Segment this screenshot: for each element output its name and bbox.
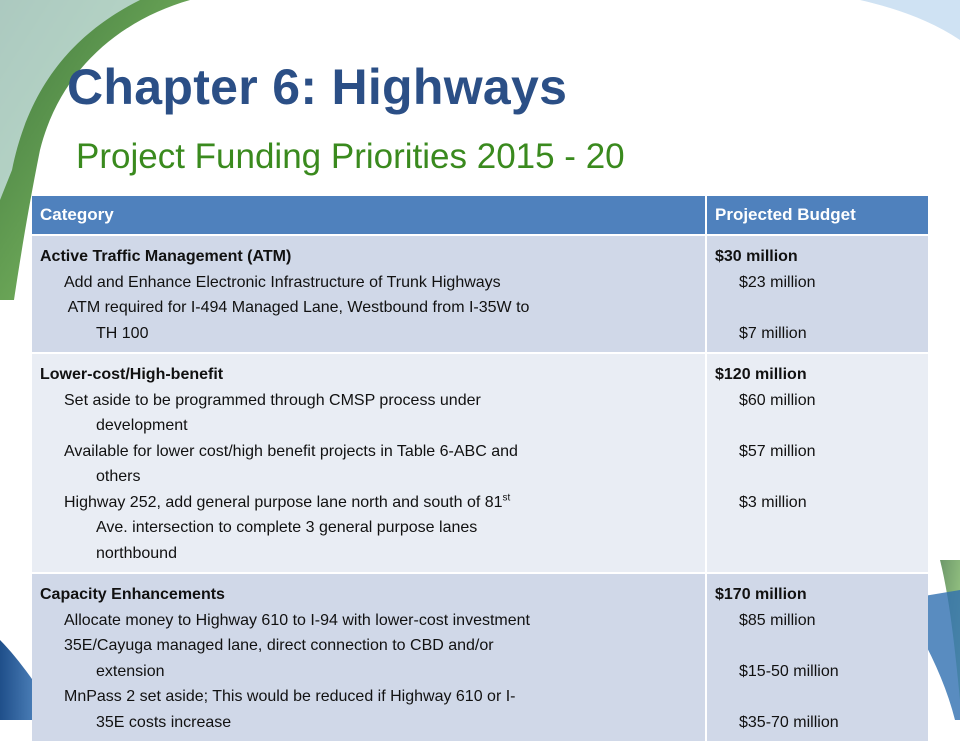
category-item-continued: Ave. intersection to complete 3 general purpose lanes	[96, 519, 478, 536]
budget-item: $23 million	[739, 273, 816, 291]
category-cell	[32, 573, 706, 741]
category-item: MnPass 2 set aside; This would be reduced if Highway 610 or I-	[64, 688, 516, 705]
category-item: Highway 252, add general purpose lane north and south of 81st	[64, 492, 511, 511]
category-item-continued: development	[96, 417, 188, 434]
budget-cell	[706, 353, 928, 573]
budget-cell	[706, 573, 928, 741]
budget-total: $30 million	[715, 248, 798, 265]
category-title: Lower-cost/High-benefit	[40, 366, 224, 383]
category-item: Add and Enhance Electronic Infrastructure of Trunk Highways	[64, 273, 501, 291]
column-header-category: Category	[32, 196, 706, 235]
category-cell	[32, 235, 706, 353]
budget-item: $3 million	[739, 493, 807, 511]
category-item: Available for lower cost/high benefit projects in Table 6-ABC and	[64, 442, 518, 460]
category-item-continued: extension	[96, 662, 165, 680]
category-title: Capacity Enhancements	[40, 586, 225, 603]
budget-item: $15-50 million	[739, 662, 839, 680]
category-item: 35E/Cayuga managed lane, direct connection to CBD and/or	[64, 637, 494, 654]
table-row	[32, 235, 928, 353]
category-title: Active Traffic Management (ATM)	[40, 248, 292, 265]
category-item: Set aside to be programmed through CMSP process under	[64, 391, 481, 409]
category-item: ATM required for I-494 Managed Lane, Westbound from I-35W to	[64, 299, 530, 316]
category-item-continued: others	[96, 468, 141, 485]
category-item-continued: 35E costs increase	[96, 713, 232, 731]
funding-table	[32, 196, 928, 741]
table-row	[32, 353, 928, 573]
category-item-continued: northbound	[96, 544, 177, 562]
page-subtitle: Project Funding Priorities 2015 - 20	[76, 137, 625, 176]
budget-total: $120 million	[715, 366, 807, 383]
budget-item: $57 million	[739, 442, 816, 460]
category-item: Allocate money to Highway 610 to I-94 with lower-cost investment	[64, 611, 530, 629]
category-cell	[32, 353, 706, 573]
budget-item: $35-70 million	[739, 713, 839, 731]
budget-item: $7 million	[739, 324, 807, 342]
budget-total: $170 million	[715, 586, 807, 603]
budget-cell	[706, 235, 928, 353]
budget-item: $85 million	[739, 611, 816, 629]
column-header-budget: Projected Budget	[706, 196, 928, 235]
budget-item: $60 million	[739, 391, 816, 409]
page-title: Chapter 6: Highways	[67, 59, 568, 115]
category-item-continued: TH 100	[96, 324, 149, 342]
table-row	[32, 573, 928, 741]
table-header-row	[32, 196, 928, 235]
